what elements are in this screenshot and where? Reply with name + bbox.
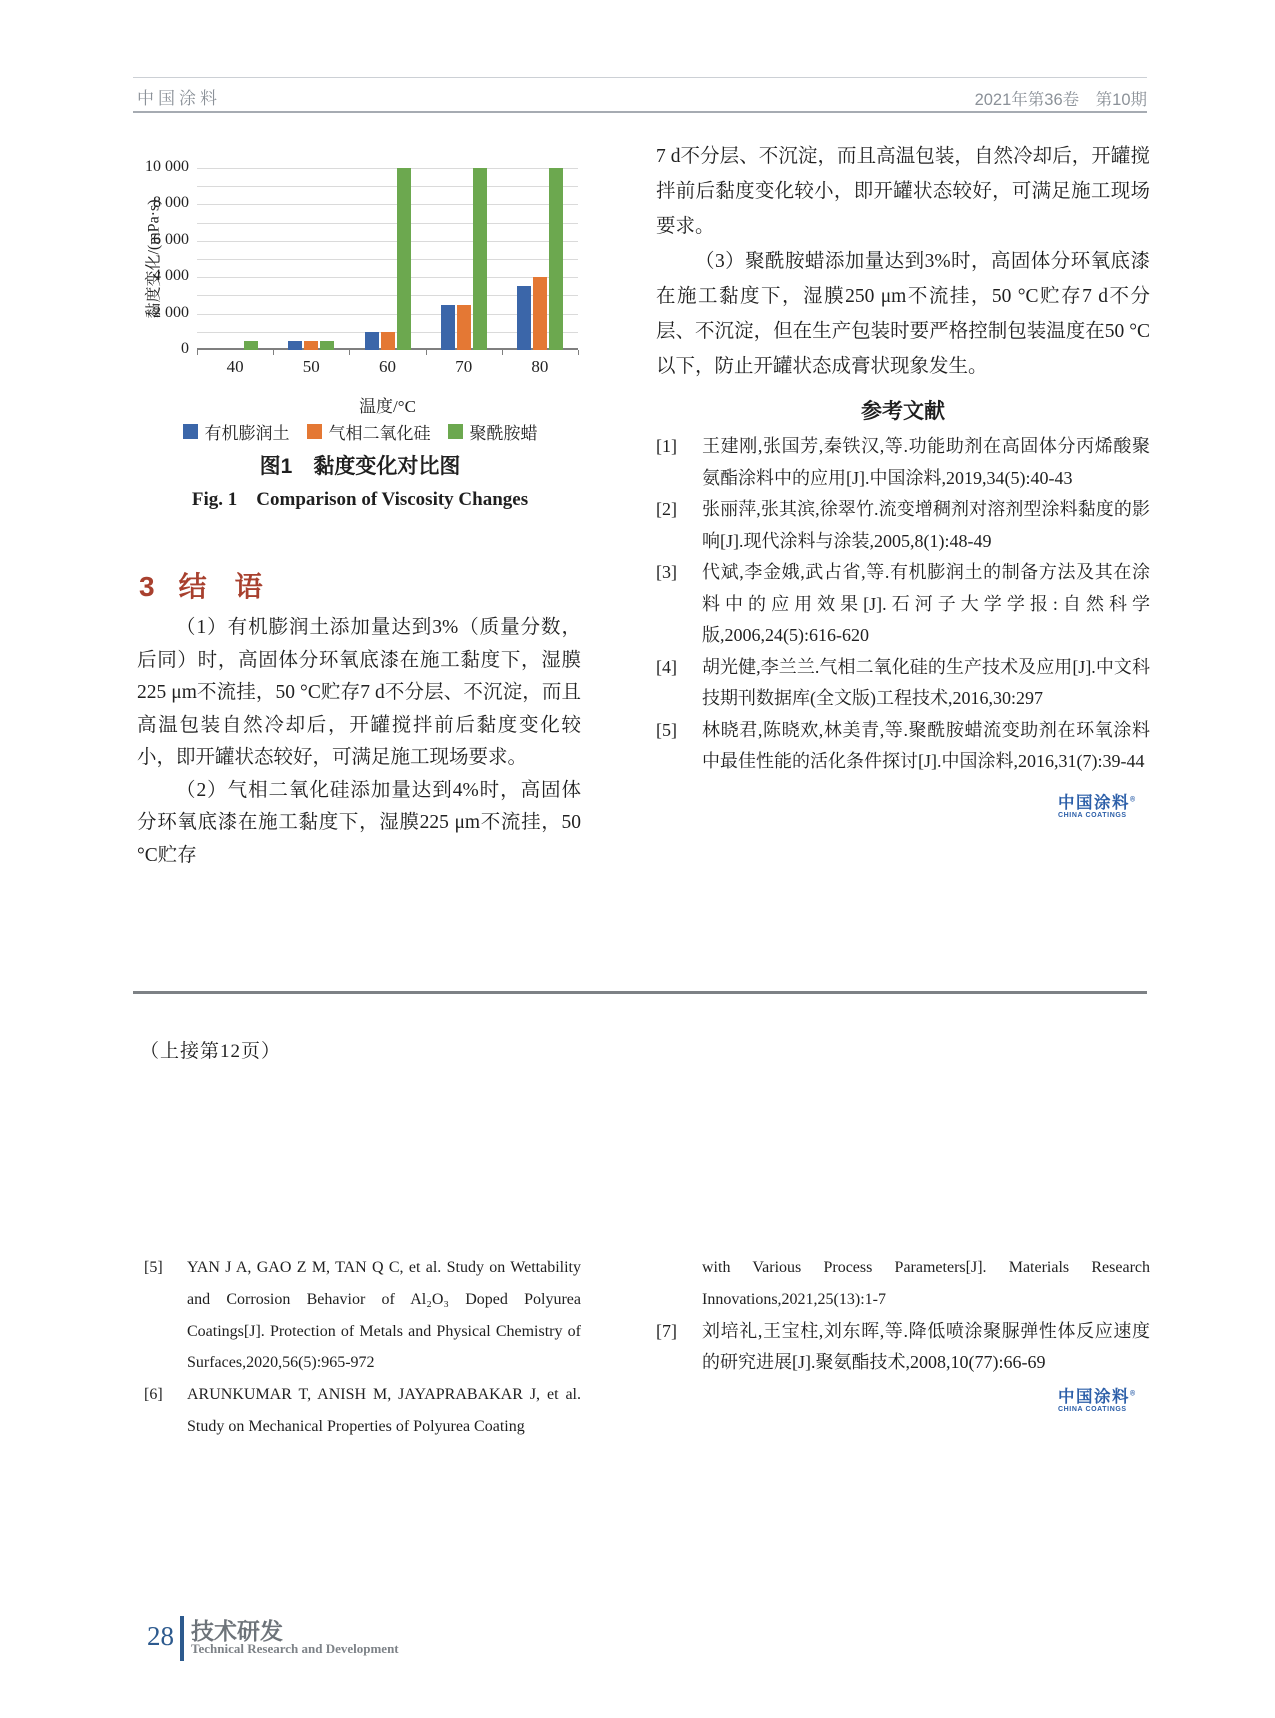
axis-tick (273, 350, 274, 355)
reference-number: [6] (144, 1386, 163, 1404)
reference-item (656, 715, 1150, 778)
reference-text: YAN J A, GAO Z M, TAN Q C, et al. Study on Wettability and Corrosion Behavior of Al₂O₃ Doped Polyurea Coatings[J]. Protection of Metals and Physical Chemistry of Surfaces,2020,56(5):965-972 (187, 1259, 581, 1372)
reference-item (137, 1379, 581, 1443)
x-tick-label: 80 (531, 357, 549, 376)
y-tick-label: 6 000 (153, 230, 189, 248)
reference-text: ARUNKUMAR T, ANISH M, JAYAPRABAKAR J, et al. Study on Mechanical Properties of Polyurea Coating (187, 1386, 581, 1435)
reference-item (656, 431, 1150, 494)
bar-有机膨润土 (288, 341, 302, 350)
gridline (197, 186, 578, 187)
axis-tick (426, 350, 427, 355)
reference-number: [5] (656, 719, 677, 740)
conclusion-paragraph: （3）聚酰胺蜡添加量达到3%时，高固体分环氧底漆在施工黏度下，湿膜250 μm不流挂，50 °C贮存7 d不分层、不沉淀，但在生产包装时要严格控制包装温度在50 °C以下，防止开罐状态成膏状现象发生。 (656, 251, 1150, 377)
header-rule (133, 111, 1147, 113)
conclusion-paragraph: （2）气相二氧化硅添加量达到4%时，高固体分环氧底漆在施工黏度下，湿膜225 μm不流挂，50 °C贮存 (137, 779, 581, 866)
reference-text: 代斌,李金娥,武占省,等.有机膨润土的制备方法及其在涂料中的应用效果[J].石河子大学学报:自然科学版,2006,24(5):616-620 (702, 562, 1150, 645)
viscosity-bar-chart (137, 128, 583, 448)
logo-en-text: CHINA COATINGS (1058, 812, 1127, 820)
bar-有机膨润土 (441, 305, 455, 351)
bar-有机膨润土 (517, 286, 531, 350)
china-coatings-logo (1058, 1388, 1150, 1414)
axis-tick (197, 350, 198, 355)
reference-text: with Various Process Parameters[J]. Materials Research Innovations,2021,25(13):1-7 (702, 1259, 1150, 1308)
logo-en-text: CHINA COATINGS (1058, 1406, 1127, 1414)
legend-item (448, 419, 538, 444)
gridline (197, 223, 578, 224)
chart-y-axis-label: 黏度变化/(mPa·s) (145, 199, 163, 319)
chart-x-axis-label: 温度/°C (359, 397, 416, 416)
gridline (197, 241, 578, 242)
gridline (197, 259, 578, 260)
reference-number: [3] (656, 562, 677, 582)
reference-item (137, 1252, 581, 1379)
section-title: 结 语 (178, 571, 263, 602)
x-tick-label: 40 (226, 357, 244, 376)
reference-text: 王建刚,张国芳,秦铁汉,等.功能助剂在高固体分丙烯酸聚氨酯涂料中的应用[J].中国涂料,2019,34(5):40-43 (702, 436, 1150, 488)
chart-plot-area (197, 168, 578, 376)
gridline (197, 204, 578, 205)
y-tick-label: 0 (181, 340, 189, 357)
bar-有机膨润土 (365, 332, 379, 350)
bar-聚酰胺蜡 (244, 341, 258, 350)
figure-caption-cn: 图1 黏度变化对比图 (259, 455, 461, 478)
reference-item (656, 557, 1150, 652)
x-tick-label: 70 (455, 357, 473, 376)
conclusion-left-column (137, 612, 581, 872)
bar-气相二氧化硅 (533, 277, 547, 350)
conclusion-paragraph: （1）有机膨润土添加量达到3%（质量分数，后同）时，高固体分环氧底漆在施工黏度下，湿膜225 μm不流挂，50 °C贮存7 d不分层、不沉淀，而且高温包装自然冷却后，开罐搅拌前后黏度变化较小，即开罐状态较好，可满足施工现场要求。 (137, 617, 581, 768)
conclusion-heading (139, 565, 263, 605)
reference-item (656, 494, 1150, 557)
reference-item (656, 652, 1150, 715)
journal-name: 中国涂料 (137, 89, 221, 108)
reference-text: 张丽萍,张其滨,徐翠竹.流变增稠剂对溶剂型涂料黏度的影响[J].现代涂料与涂装,2005,8(1):48-49 (702, 499, 1150, 551)
chart-legend (137, 419, 583, 444)
gridline (197, 277, 578, 278)
axis-tick (578, 350, 579, 355)
figure-caption-en: Fig. 1 Comparison of Viscosity Changes (191, 489, 529, 510)
logo-cn-text: 中国涂料® (1058, 1388, 1137, 1406)
conclusion-paragraph: 7 d不分层、不沉淀，而且高温包装，自然冷却后，开罐搅拌前后黏度变化较小，即开罐状态较好，可满足施工现场要求。 (656, 146, 1150, 237)
footer-section-en: Technical Research and Development (191, 1641, 399, 1656)
bar-聚酰胺蜡 (320, 341, 334, 350)
reference-number: [5] (144, 1259, 163, 1276)
footer-bar (180, 1616, 184, 1661)
china-coatings-logo (1058, 794, 1150, 820)
reference-number: [4] (656, 656, 677, 677)
legend-swatch (448, 424, 463, 439)
section-divider (133, 991, 1147, 994)
reference-text: 刘培礼,王宝柱,刘东晖,等.降低喷涂聚脲弹性体反应速度的研究进展[J].聚氨酯技术,2008,10(77):66-69 (702, 1320, 1150, 1373)
axis-tick (502, 350, 503, 355)
reference-number: [2] (656, 499, 677, 519)
legend-item (307, 419, 431, 444)
footer-section-cn: 技术研发 (191, 1618, 283, 1644)
bar-聚酰胺蜡 (473, 168, 487, 350)
bar-聚酰胺蜡 (397, 168, 411, 350)
legend-item (183, 419, 290, 444)
bar-气相二氧化硅 (381, 332, 395, 350)
legend-label: 聚酰胺蜡 (469, 424, 538, 443)
reference-text: 胡光健,李兰兰.气相二氧化硅的生产技术及应用[J].中文科技期刊数据库(全文版)工程技术,2016,30:297 (702, 656, 1150, 708)
page-number: 28 (147, 1621, 174, 1651)
y-tick-label: 4 000 (153, 267, 189, 285)
y-tick-label: 2 000 (153, 303, 189, 321)
continued-references-right (656, 1252, 1150, 1379)
reference-item (656, 1252, 1150, 1316)
x-tick-label: 60 (379, 357, 396, 376)
top-rule (133, 77, 1147, 78)
axis-tick (349, 350, 350, 355)
continuation-note: （上接第12页） (140, 1041, 282, 1062)
bar-聚酰胺蜡 (549, 168, 563, 350)
gridline (197, 168, 578, 169)
legend-swatch (183, 424, 198, 439)
continued-references-left (137, 1252, 581, 1443)
reference-number: [1] (656, 436, 677, 456)
conclusion-right-column (656, 139, 1150, 384)
y-tick-label: 8 000 (153, 194, 189, 212)
x-tick-label: 50 (302, 357, 320, 376)
references-list (656, 431, 1150, 778)
bar-气相二氧化硅 (457, 305, 471, 351)
legend-label: 气相二氧化硅 (328, 424, 431, 443)
legend-swatch (307, 424, 322, 439)
reference-text: 林晓君,陈晓欢,林美青,等.聚酰胺蜡流变助剂在环氧涂料中最佳性能的活化条件探讨[J].中国涂料,2016,31(7):39-44 (702, 719, 1150, 771)
logo-cn-text: 中国涂料® (1058, 794, 1137, 812)
bar-气相二氧化硅 (304, 341, 318, 350)
section-number: 3 (139, 571, 155, 602)
issue-info: 2021年第36卷 第10期 (974, 91, 1147, 109)
legend-label: 有机膨润土 (204, 424, 290, 443)
references-title: 参考文献 (861, 400, 945, 423)
reference-item (656, 1316, 1150, 1379)
y-tick-label: 10 000 (145, 158, 189, 175)
reference-number: [7] (656, 1320, 677, 1341)
reference-number (656, 1252, 702, 1316)
